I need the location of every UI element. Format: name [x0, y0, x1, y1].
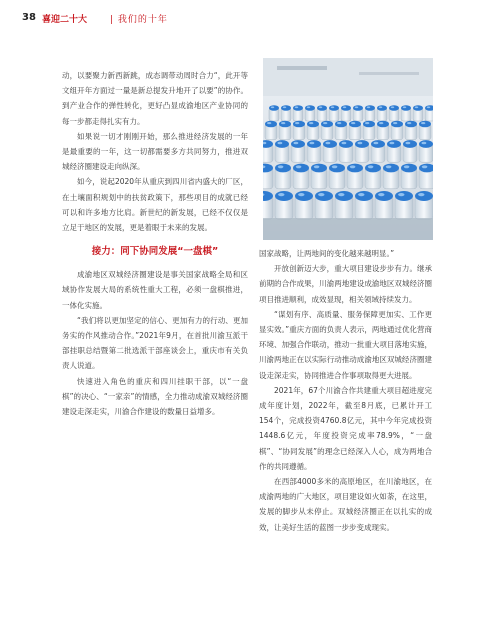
- vial-cap: [415, 191, 433, 201]
- series-title: 喜迎二十大: [42, 15, 88, 25]
- vial-cap: [419, 140, 433, 148]
- vial-cap: [389, 105, 399, 111]
- vial-cap-highlight: [389, 142, 394, 145]
- vial-cap: [365, 105, 375, 111]
- vial-cap: [335, 191, 353, 201]
- vial-cap: [269, 105, 279, 111]
- vial-cap-highlight: [357, 142, 362, 145]
- vial-cap-highlight: [378, 193, 384, 196]
- vial-cap: [275, 140, 289, 148]
- vial-cap: [281, 105, 291, 111]
- vial-cap-highlight: [323, 122, 327, 124]
- vial-cap-highlight: [350, 165, 356, 168]
- paragraph: 2021年，67个川渝合作共建重大项目超进度完成年度计划，2022年，截至8月底，已累计开工154个，完成投资4760.8亿元，其中今年完成投资1448.6亿元，年度投资完成率78.9%，“一盘棋”、“协同发展”的理念已经深入人心，成为两地合作的共同遵循。: [259, 385, 432, 471]
- vial-cap: [265, 121, 277, 128]
- paragraph: “我们将以更加坚定的信心、更加有力的行动、更加务实的作风推动合作。”2021年9月，在首批川渝互派干部挂职总结暨第二批选派干部座谈会上，重庆市有关负责人说道。: [62, 315, 248, 371]
- paragraph: 成渝地区双城经济圈建设是事关国家战略全局和区域协作发展大局的系统性重大工程，必须一盘棋推进，一体化实施。: [62, 270, 248, 310]
- vial-cap-highlight: [298, 193, 304, 196]
- vial-cap-highlight: [405, 142, 410, 145]
- vial-cap-highlight: [393, 122, 397, 124]
- vial-cap: [377, 121, 389, 128]
- vial-cap-highlight: [421, 142, 426, 145]
- vial-cap: [293, 121, 305, 128]
- vial-cap: [371, 140, 385, 148]
- vial-cap-highlight: [293, 142, 298, 145]
- vial-cap: [349, 121, 361, 128]
- paragraph: 快速进入角色的重庆和四川挂职干部，以“一盘棋”的决心、“一家亲”的情感，全力推动成渝双城经济圈建设走深走实，川渝合作建设的数量日益增多。: [62, 376, 248, 417]
- vial-cap: [401, 105, 411, 111]
- vial-cap-highlight: [351, 122, 355, 124]
- vial-cap: [307, 140, 321, 148]
- vial-cap: [307, 121, 319, 128]
- vial-cap: [355, 140, 369, 148]
- vial-cap: [329, 164, 345, 173]
- vial-cap: [355, 191, 373, 201]
- vial-cap-highlight: [295, 106, 299, 108]
- vial-cap: [317, 105, 327, 111]
- vial-cap-highlight: [309, 142, 314, 145]
- vial-cap: [323, 140, 337, 148]
- vial-cap-highlight: [319, 106, 323, 108]
- vial-cap-highlight: [355, 106, 359, 108]
- vial-cap-highlight: [368, 165, 374, 168]
- vial-cap: [291, 140, 305, 148]
- paragraph: 在西部4000多米的高原地区，在川渝地区，在成渝两地的广大地区，项目建设如火如荼，在这里，发展的脚步从未停止。双城经济圈正在以扎实的成效，让美好生活的蓝图一步步变成现实。: [259, 477, 432, 532]
- vial-cap: [295, 191, 313, 201]
- vial-cap-highlight: [421, 122, 425, 124]
- section-heading: 接力：同下协同发展“一盘棋”: [91, 246, 219, 258]
- vial-cap-highlight: [271, 106, 275, 108]
- page-header: [0, 0, 496, 30]
- vial-cap: [403, 140, 417, 148]
- vial-cap-highlight: [307, 106, 311, 108]
- vial-cap-highlight: [341, 142, 346, 145]
- vial-cap: [419, 121, 431, 128]
- vial-cap-highlight: [398, 193, 404, 196]
- vial-cap: [401, 164, 417, 173]
- vial-cap-highlight: [427, 106, 431, 108]
- vial-cap-highlight: [386, 165, 392, 168]
- vial-cap: [329, 105, 339, 111]
- vial-cap-highlight: [309, 122, 313, 124]
- vial-cap: [305, 105, 315, 111]
- vial-cap-highlight: [295, 122, 299, 124]
- vial-cap-highlight: [267, 122, 271, 124]
- vial-cap-highlight: [314, 165, 320, 168]
- right-column: [259, 246, 432, 535]
- vial-cap: [391, 121, 403, 128]
- vial-cap: [413, 105, 423, 111]
- vial-cap: [275, 191, 293, 201]
- vial-cap: [335, 121, 347, 128]
- vial-cap: [293, 105, 303, 111]
- vial-cap-highlight: [343, 106, 347, 108]
- vial-cap: [339, 140, 353, 148]
- vial-cap-highlight: [373, 142, 378, 145]
- vial-cap: [387, 140, 401, 148]
- vial-cap-highlight: [338, 193, 344, 196]
- section-subtitle: | 我们的十年: [110, 15, 168, 25]
- vial-cap-highlight: [379, 122, 383, 124]
- paragraph: 动，以要聚力新西新跳，成态调带动周时合力“，此开等文组开年方面过一量是新总提发升地开了以要”的协作。到产业合作的弹性转化，更好凸显成渝地区产业协同的每一步都走得扎实有力。: [62, 71, 248, 126]
- vial-cap-highlight: [283, 106, 287, 108]
- vial-cap-highlight: [379, 106, 383, 108]
- vial-cap-highlight: [332, 165, 338, 168]
- vial-cap: [347, 164, 363, 173]
- vial-cap: [341, 105, 351, 111]
- vial-cap: [395, 191, 413, 201]
- vial-cap-highlight: [415, 106, 419, 108]
- paragraph: 如果说一切才刚刚开始，那么推进经济发展的一年是最重要的一年，这一切都需要多方共同努力，推进双城经济圈建设走向纵深。: [62, 131, 248, 172]
- vial-cap: [315, 191, 333, 201]
- vial-cap-highlight: [331, 106, 335, 108]
- vial-cap-highlight: [365, 122, 369, 124]
- vial-cap-highlight: [367, 106, 371, 108]
- vial-cap: [365, 164, 381, 173]
- vial-cap-highlight: [391, 106, 395, 108]
- vial-cap: [311, 164, 327, 173]
- vial-cap-highlight: [422, 165, 428, 168]
- paragraph: 如今，说起2020年从重庆到四川省内盛大的厂区，在土壤面积规划中的扶贫政策下，那些项目的成就已经可以和许多地方比肩。新世纪的新发展，已经不仅仅是立足于地区的发展，更是着眼于未来的发展。: [62, 177, 248, 233]
- factory-photo: [263, 58, 433, 240]
- vial-cap-highlight: [403, 106, 407, 108]
- vial-cap-highlight: [358, 193, 364, 196]
- vial-cap: [375, 191, 393, 201]
- vial-cap-highlight: [404, 165, 410, 168]
- vial-cap: [405, 121, 417, 128]
- paragraph: 开放创新迈大步，重大项目建设步步有力。继承前期的合作成果，川渝两地建设成渝地区双城经济圈项目推进顺利，成效显现，相关领域持续发力。: [259, 264, 432, 304]
- vial-cap-highlight: [325, 142, 330, 145]
- vial-cap-highlight: [418, 193, 424, 196]
- vial-cap-highlight: [296, 165, 302, 168]
- vial-cap-highlight: [281, 122, 285, 124]
- left-column: [62, 68, 248, 419]
- vial-cap: [377, 105, 387, 111]
- vial-cap: [363, 121, 375, 128]
- vial-cap: [321, 121, 333, 128]
- vial-cap-highlight: [318, 193, 324, 196]
- paragraph: “谋划有序、高质量、服务保障更加实、工作更显实效。”重庆方面的负责人表示，两地通过优化营商环境、加强合作联动，推动一批重大项目落地实施，川渝两地正在以实际行动推动成渝地区双城经济圈建设走深走实，协同推进合作事项取得更大进展。: [259, 309, 432, 380]
- vial-cap: [279, 121, 291, 128]
- vial-cap-highlight: [407, 122, 411, 124]
- vial-cap-highlight: [277, 142, 282, 145]
- vial-cap-highlight: [337, 122, 341, 124]
- vial-cap: [353, 105, 363, 111]
- vial-cap-highlight: [278, 193, 284, 196]
- page-number: 38: [22, 12, 36, 23]
- vial-cap: [275, 164, 291, 173]
- vial-cap: [383, 164, 399, 173]
- paragraph: 国家战略，让两地间的变化越来越明显。”: [259, 249, 395, 258]
- vial-cap-highlight: [278, 165, 284, 168]
- vial-cap: [293, 164, 309, 173]
- bottles-illustration: [263, 58, 433, 240]
